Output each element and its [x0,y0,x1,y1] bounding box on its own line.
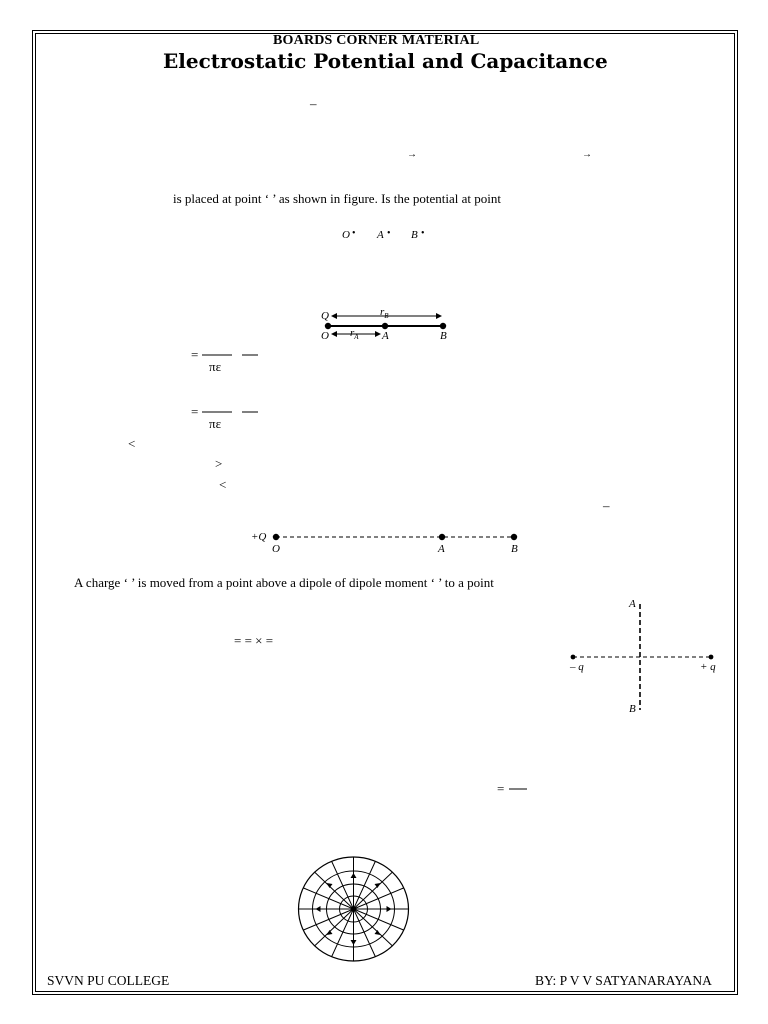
point-o-label: O [272,543,280,555]
rb-label: $r_B$ [380,306,389,321]
charge-plus-q-label: +Q [251,531,267,543]
equals-sign: = [191,404,199,419]
point-a-label: A [629,598,636,610]
pi-epsilon: πε [209,359,222,374]
fraction-bar [509,788,527,791]
point-a-label: A [438,543,445,555]
question-text: A charge ‘ ’ is moved from a point above a dipole of dipole moment ‘ ’ to a point [74,575,494,590]
point-b-label: B [629,703,636,715]
point-b-label: B [511,543,518,555]
page-border-inner [35,33,735,992]
point-b-dot: • [421,228,425,239]
point-a-label: A [382,330,389,342]
point-a-label: A [377,229,384,241]
point-o-label: O [342,229,350,241]
equals-sign: = [497,781,505,796]
charge-plus-q-label: + q [700,661,716,673]
ra-label: $r_A$ [350,327,359,342]
fraction-bars [202,411,258,415]
less-than: < [219,477,227,492]
field-lines-diagram [296,855,411,963]
minus-sign: – [310,96,317,111]
minus-sign: – [603,498,610,513]
point-o-label: O [321,330,329,342]
footer-author: BY: P V V SATYANARAYANA [535,973,712,988]
point-b-label: B [411,229,418,241]
document-subtitle: BOARDS CORNER MATERIAL [273,33,480,48]
vector-arrow: → [582,149,592,160]
charge-minus-q-label: – q [570,661,584,673]
question-text: is placed at point ‘ ’ as shown in figure. Is the potential at point [173,191,501,206]
charge-q-label: Q [321,310,329,322]
equals-sign: = [191,347,199,362]
greater-than: > [215,456,223,471]
point-o-dot: • [352,228,356,239]
point-a-dot: • [387,228,391,239]
page-title: Electrostatic Potential and Capacitance [163,49,608,73]
fraction-bars [202,354,258,358]
vector-arrow: → [407,149,417,160]
less-than: < [128,436,136,451]
footer-college: SVVN PU COLLEGE [47,973,170,988]
dipole-diagram [565,600,720,715]
charge-line-diagram [270,530,520,544]
pi-epsilon: πε [209,416,222,431]
equation-line: = = × = [234,633,274,648]
point-b-label: B [440,330,447,342]
